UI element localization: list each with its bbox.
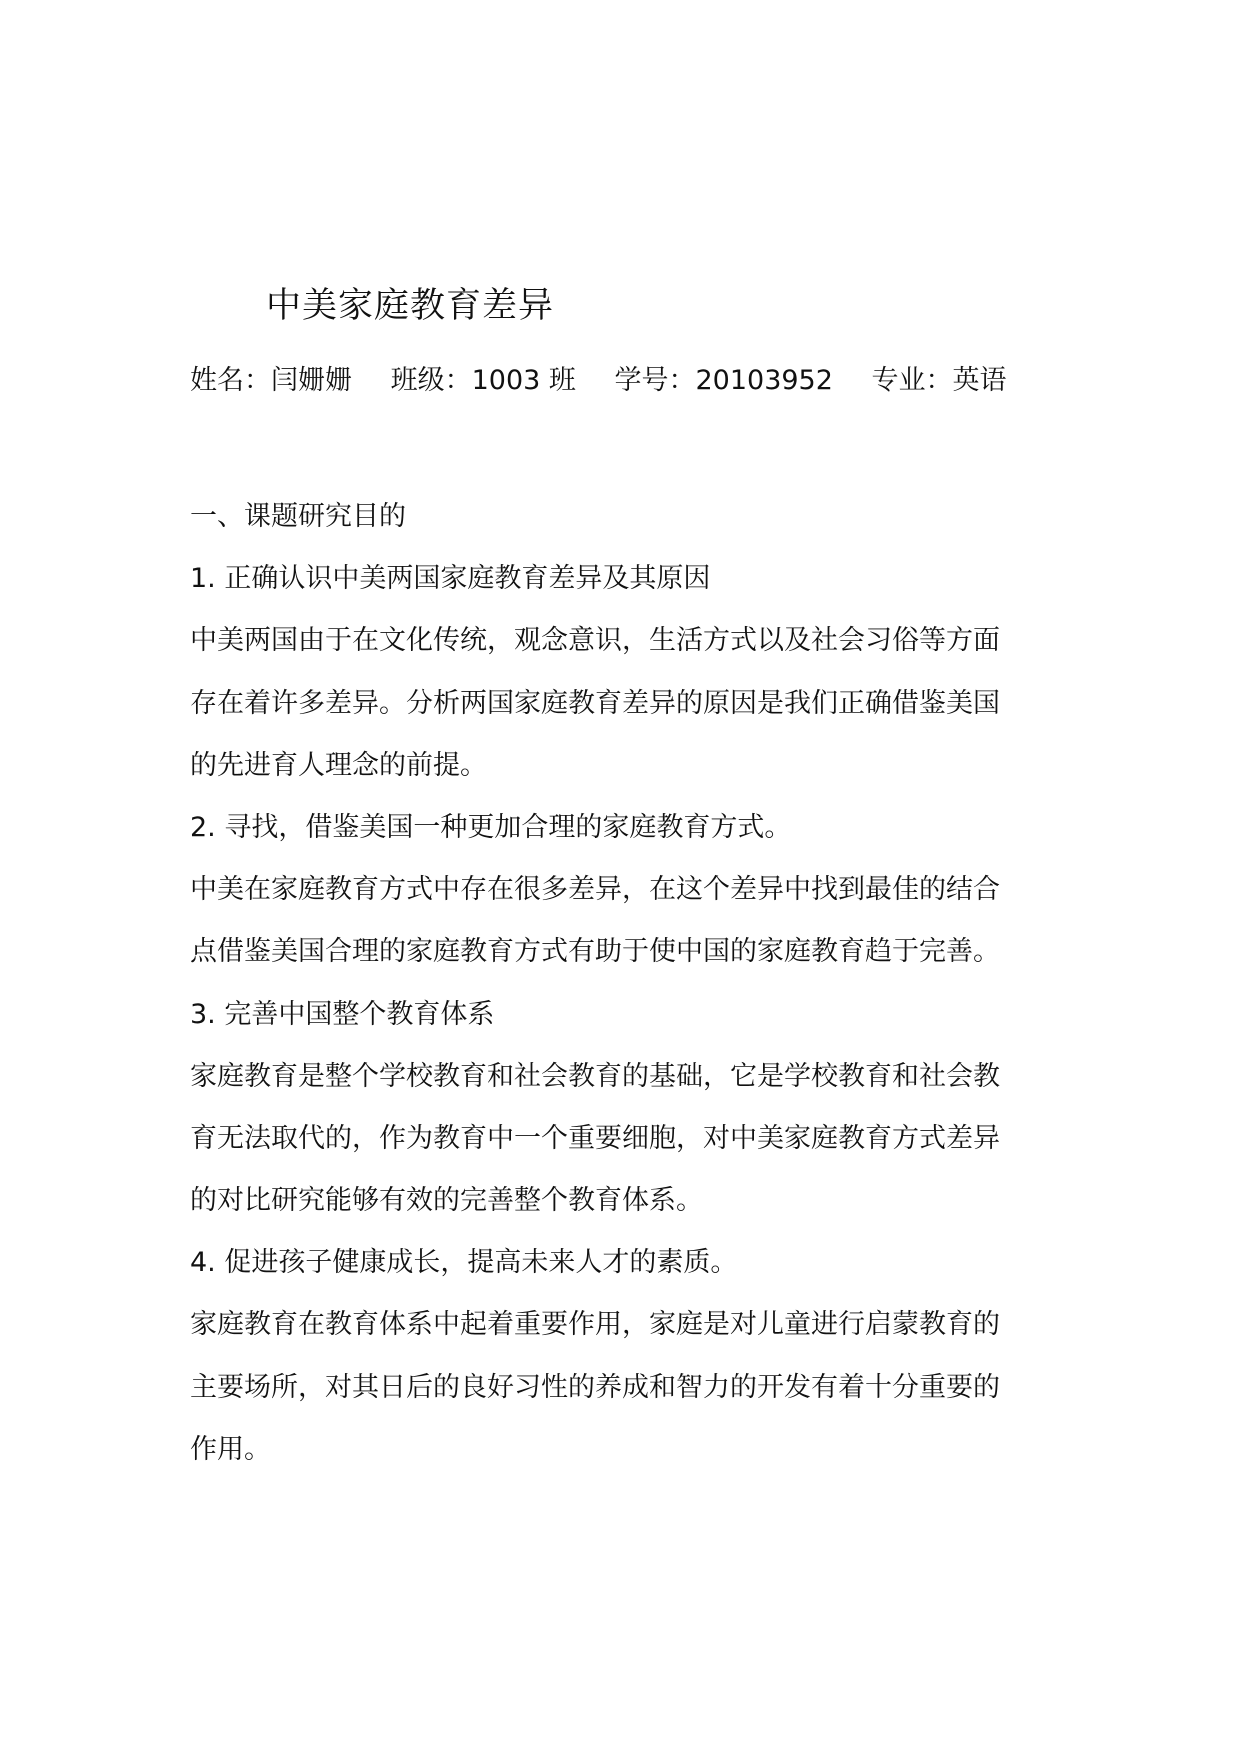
student-name: 姓名：闫姗姗: [190, 365, 352, 396]
student-class: 班级：1003 班: [390, 365, 576, 396]
document-body: [190, 486, 1060, 1481]
paragraph-line: 中美在家庭教育方式中存在很多差异，在这个差异中找到最佳的结合: [190, 874, 1000, 906]
subheading-4: 4. 促进孩子健康成长，提高未来人才的素质。: [190, 1247, 738, 1279]
document-title: 中美家庭教育差异: [266, 286, 555, 326]
student-info-line: [190, 363, 1007, 399]
paragraph-line: 主要场所，对其日后的良好习性的养成和智力的开发有着十分重要的: [190, 1371, 1000, 1403]
paragraph-line: 育无法取代的，作为教育中一个重要细胞，对中美家庭教育方式差异: [190, 1122, 1000, 1154]
paragraph-line: 家庭教育是整个学校教育和社会教育的基础，它是学校教育和社会教: [190, 1060, 1000, 1092]
paragraph-line: 的对比研究能够有效的完善整个教育体系。: [190, 1185, 703, 1217]
subheading-2: 2. 寻找，借鉴美国一种更加合理的家庭教育方式。: [190, 811, 792, 843]
paragraph-line: 作用。: [190, 1433, 271, 1465]
paragraph-line: 的先进育人理念的前提。: [190, 749, 487, 781]
student-id: 学号：20103952: [614, 365, 833, 396]
paragraph-line: 家庭教育在教育体系中起着重要作用，家庭是对儿童进行启蒙教育的: [190, 1309, 1000, 1341]
paragraph-line: 中美两国由于在文化传统，观念意识，生活方式以及社会习俗等方面: [190, 625, 1000, 657]
subheading-3: 3. 完善中国整个教育体系: [190, 998, 495, 1030]
student-major: 专业：英语: [871, 365, 1007, 396]
paragraph-line: 点借鉴美国合理的家庭教育方式有助于使中国的家庭教育趋于完善。: [190, 936, 1000, 968]
subheading-1: 1. 正确认识中美两国家庭教育差异及其原因: [190, 563, 711, 595]
paragraph-line: 存在着许多差异。分析两国家庭教育差异的原因是我们正确借鉴美国: [190, 687, 1000, 719]
section-heading: 一、课题研究目的: [190, 501, 406, 532]
